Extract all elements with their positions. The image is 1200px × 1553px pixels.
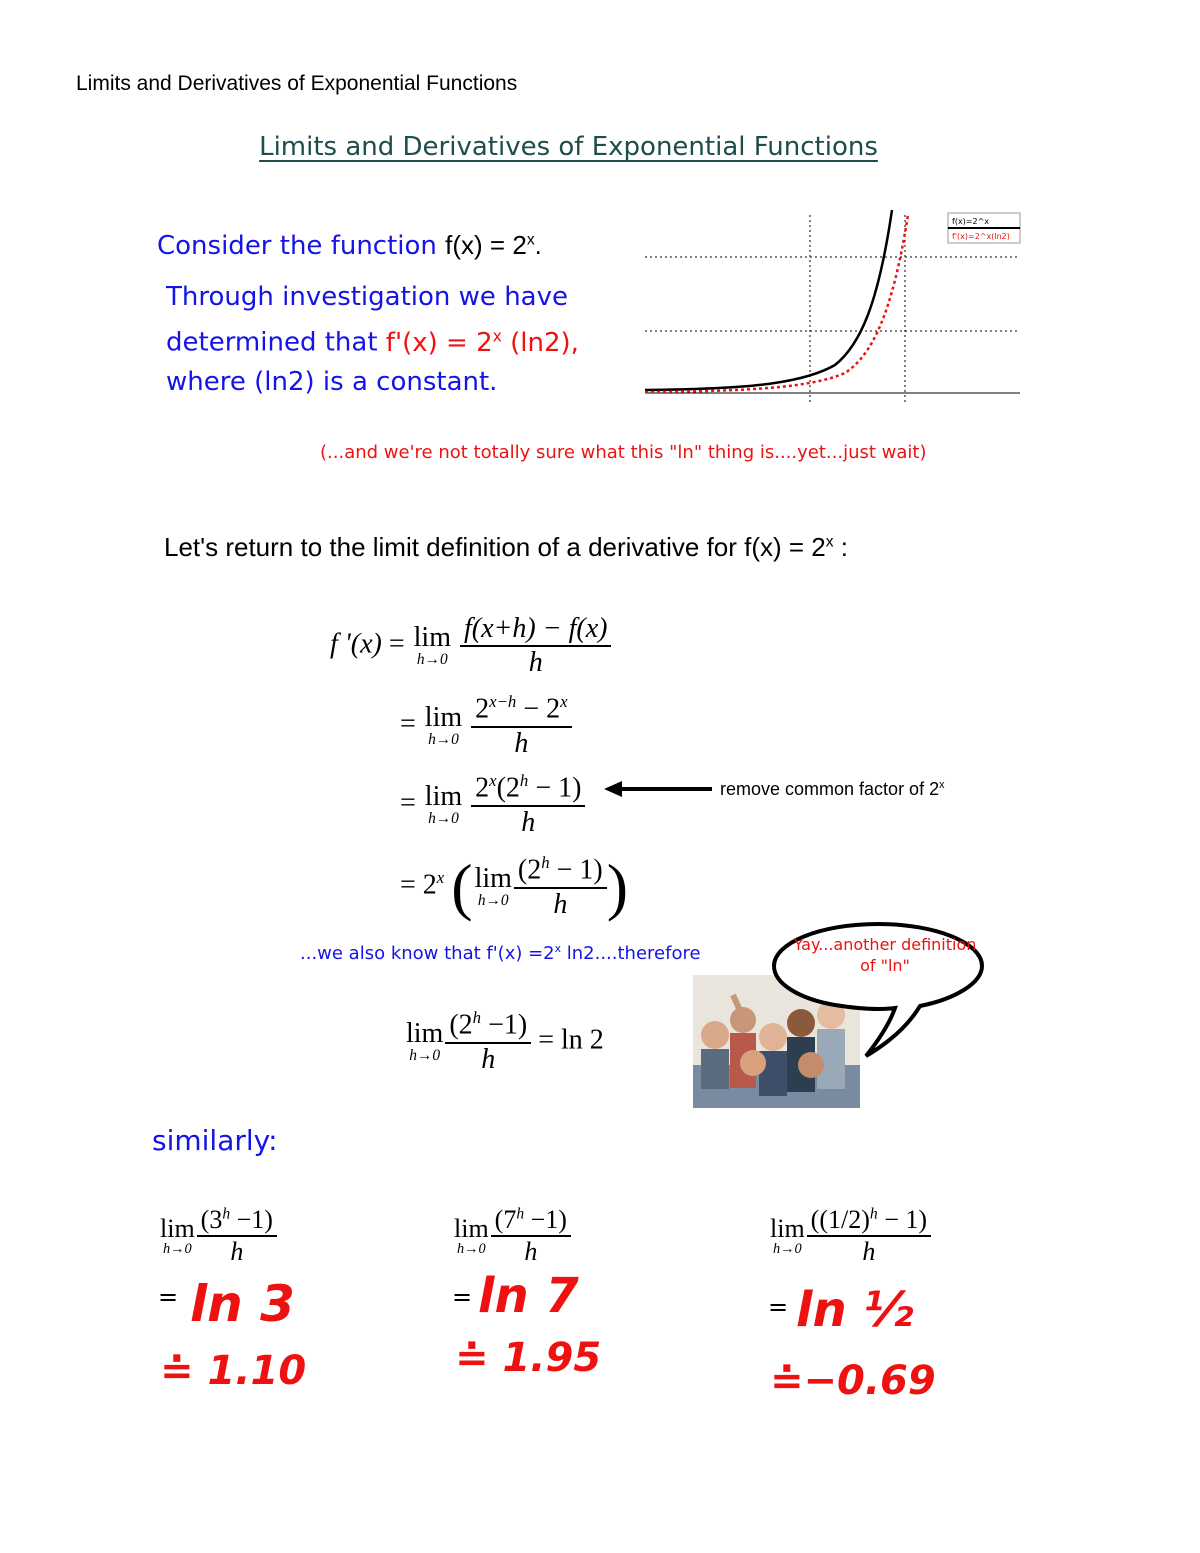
example-1-ln: ln 3 <box>190 1275 295 1333</box>
equals: = <box>400 708 416 740</box>
lhs: f '(x) <box>330 628 382 660</box>
denominator: h <box>514 727 529 759</box>
intro-line-2 <box>166 317 579 363</box>
lim-word: lim <box>424 702 463 734</box>
numerator: $(7^h -1)$ <box>491 1205 571 1237</box>
num-b: − 2 <box>516 693 561 725</box>
fx-end: . <box>534 230 542 260</box>
speech-bubble-text: Yay...another definition of "ln" <box>793 935 977 975</box>
lets-text: Let's return to the limit definition of a derivative for f(x) = 2 <box>164 532 826 562</box>
numerator <box>471 692 571 728</box>
fraction <box>491 1205 571 1267</box>
approx-value: −0.69 <box>803 1358 936 1404</box>
paren-open: ( <box>451 851 473 922</box>
fraction <box>514 853 607 921</box>
lim-word: lim <box>413 622 451 654</box>
limit-operator <box>475 865 512 908</box>
denominator: h <box>521 806 536 838</box>
example-1-approx <box>160 1348 306 1394</box>
remove-exp: x <box>939 779 945 791</box>
line2-c: (ln2), <box>510 327 579 358</box>
num-b: −1) <box>481 1009 528 1041</box>
exponential-graph <box>640 205 1025 410</box>
approx-value: 1.95 <box>502 1335 602 1381</box>
equals: = <box>388 628 405 660</box>
example-2-approx <box>455 1335 601 1381</box>
num-a: 2 <box>475 693 490 725</box>
also-know-note <box>300 942 701 964</box>
example-3-ln: ln ½ <box>796 1282 914 1338</box>
fx-base: f(x) = 2 <box>445 230 527 260</box>
intro-paragraph <box>166 278 579 402</box>
example-3-limit <box>768 1205 931 1267</box>
line2-a: determined that <box>166 327 378 358</box>
factor-base: 2 <box>422 869 437 901</box>
lim-sub: h→0 <box>428 731 459 749</box>
exp: h <box>869 1205 878 1223</box>
line2-exp: x <box>492 327 502 345</box>
base: 3 <box>209 1205 223 1234</box>
lim-word: lim <box>160 1213 195 1243</box>
base: (1/2) <box>819 1205 870 1234</box>
numerator: f(x+h) − f(x) <box>460 613 612 647</box>
approx-sym: ≐ <box>770 1358 804 1404</box>
fx-exponent: x <box>526 231 535 249</box>
approx-value: 1.10 <box>207 1348 307 1394</box>
num-a: (2 <box>449 1009 473 1041</box>
example-1-limit <box>158 1205 277 1267</box>
limit-definition-intro <box>164 532 848 563</box>
lim-word: lim <box>454 1213 489 1243</box>
num-b: − 1) <box>549 854 603 886</box>
remove-text: remove common factor of 2 <box>720 779 940 799</box>
fraction <box>197 1205 277 1267</box>
fraction <box>807 1205 931 1267</box>
limit-operator <box>160 1213 195 1257</box>
numerator <box>471 771 585 807</box>
lim-sub: h→0 <box>163 1240 192 1257</box>
denominator: h <box>230 1236 244 1266</box>
derivation-step-1 <box>330 613 611 679</box>
result-equation <box>404 1008 604 1076</box>
also-end: ln2....therefore <box>561 943 701 964</box>
numerator: $((1/2)^h - 1)$ <box>807 1205 931 1237</box>
derivative-expression <box>386 328 579 358</box>
denominator: h <box>524 1236 538 1266</box>
numerator: $(3^h -1)$ <box>197 1205 277 1237</box>
example-3-approx <box>770 1358 936 1404</box>
lets-exp: x <box>825 533 834 551</box>
num-exp: x−h <box>489 692 517 711</box>
lim-word: lim <box>770 1213 805 1243</box>
denominator: h <box>528 647 543 679</box>
lim-sub: h→0 <box>477 892 509 910</box>
num-exp: x <box>489 771 497 790</box>
denominator: h <box>481 1043 496 1075</box>
page-header: Limits and Derivatives of Exponential Functions <box>76 72 518 95</box>
consider-text: Consider the function <box>157 231 437 261</box>
numerator <box>445 1008 531 1044</box>
remove-factor-note <box>720 779 945 800</box>
lim-sub: h→0 <box>773 1240 802 1257</box>
result-rhs: = ln 2 <box>538 1024 604 1056</box>
derivation-step-4 <box>400 850 628 924</box>
function-expression <box>445 230 542 260</box>
lim-sub: h→0 <box>409 1047 441 1065</box>
limit-operator <box>414 624 451 667</box>
line2-b: f'(x) = 2 <box>385 327 493 358</box>
denominator: h <box>553 888 568 920</box>
fraction <box>471 692 571 760</box>
exp: h <box>516 1205 525 1223</box>
limit-operator <box>406 1020 443 1063</box>
lim-word: lim <box>474 863 512 895</box>
intro-consider <box>157 230 542 261</box>
lets-end: : <box>833 532 849 562</box>
ln-note: (...and we're not totally sure what this "ln" thing is....yet...just wait) <box>320 442 927 463</box>
left-arrow-icon <box>602 778 714 800</box>
exp: h <box>222 1205 231 1223</box>
example-2-ln: ln 7 <box>478 1268 579 1324</box>
page-title: Limits and Derivatives of Exponential Functions <box>259 132 878 162</box>
equals: = <box>400 787 416 819</box>
factor-exp: x <box>436 868 445 888</box>
num-a: 2 <box>475 772 490 804</box>
fraction <box>460 613 612 679</box>
intro-line-3: where (ln2) is a constant. <box>166 366 498 397</box>
base: 7 <box>503 1205 517 1234</box>
limit-operator <box>425 783 462 826</box>
intro-line-1: Through investigation we have <box>166 282 568 312</box>
derivation-step-3 <box>400 771 585 839</box>
approx-sym: ≐ <box>455 1335 489 1381</box>
num-exp: h <box>541 853 550 873</box>
approx-sym: ≐ <box>160 1348 194 1394</box>
example-2-eq: = <box>452 1283 473 1311</box>
limit-operator <box>454 1213 489 1257</box>
example-3-eq: = <box>768 1293 789 1321</box>
example-1-eq: = <box>158 1283 179 1311</box>
lim-sub: h→0 <box>428 810 459 828</box>
num-b: (2 <box>496 772 520 804</box>
limit-operator <box>425 704 462 747</box>
numerator <box>514 853 607 889</box>
legend-f: f(x)=2^x <box>952 217 990 226</box>
lim-word: lim <box>424 781 463 813</box>
lim-sub: h→0 <box>416 651 448 669</box>
also-text: ...we also know that f'(x) =2 <box>300 943 555 964</box>
lim-word: lim <box>406 1018 444 1050</box>
legend-fprime: f'(x)=2^x(ln2) <box>952 232 1010 241</box>
derivation-step-2 <box>400 692 572 760</box>
num-c: − 1) <box>528 772 582 804</box>
example-2-limit <box>452 1205 571 1267</box>
equals: = <box>400 869 416 901</box>
paren-close: ) <box>606 851 629 922</box>
limit-operator <box>770 1213 805 1257</box>
curve-f <box>645 210 892 390</box>
num-a: (2 <box>517 854 542 886</box>
lim-sub: h→0 <box>457 1240 486 1257</box>
num-exp2: x <box>560 692 568 711</box>
curve-fprime <box>645 215 908 392</box>
fraction <box>445 1008 531 1076</box>
denominator: h <box>862 1236 876 1266</box>
num-exp2: h <box>519 771 529 790</box>
fraction <box>471 771 585 839</box>
similarly-label: similarly: <box>152 1124 278 1157</box>
num-exp: h <box>472 1008 482 1027</box>
also-exp: x <box>554 942 562 955</box>
